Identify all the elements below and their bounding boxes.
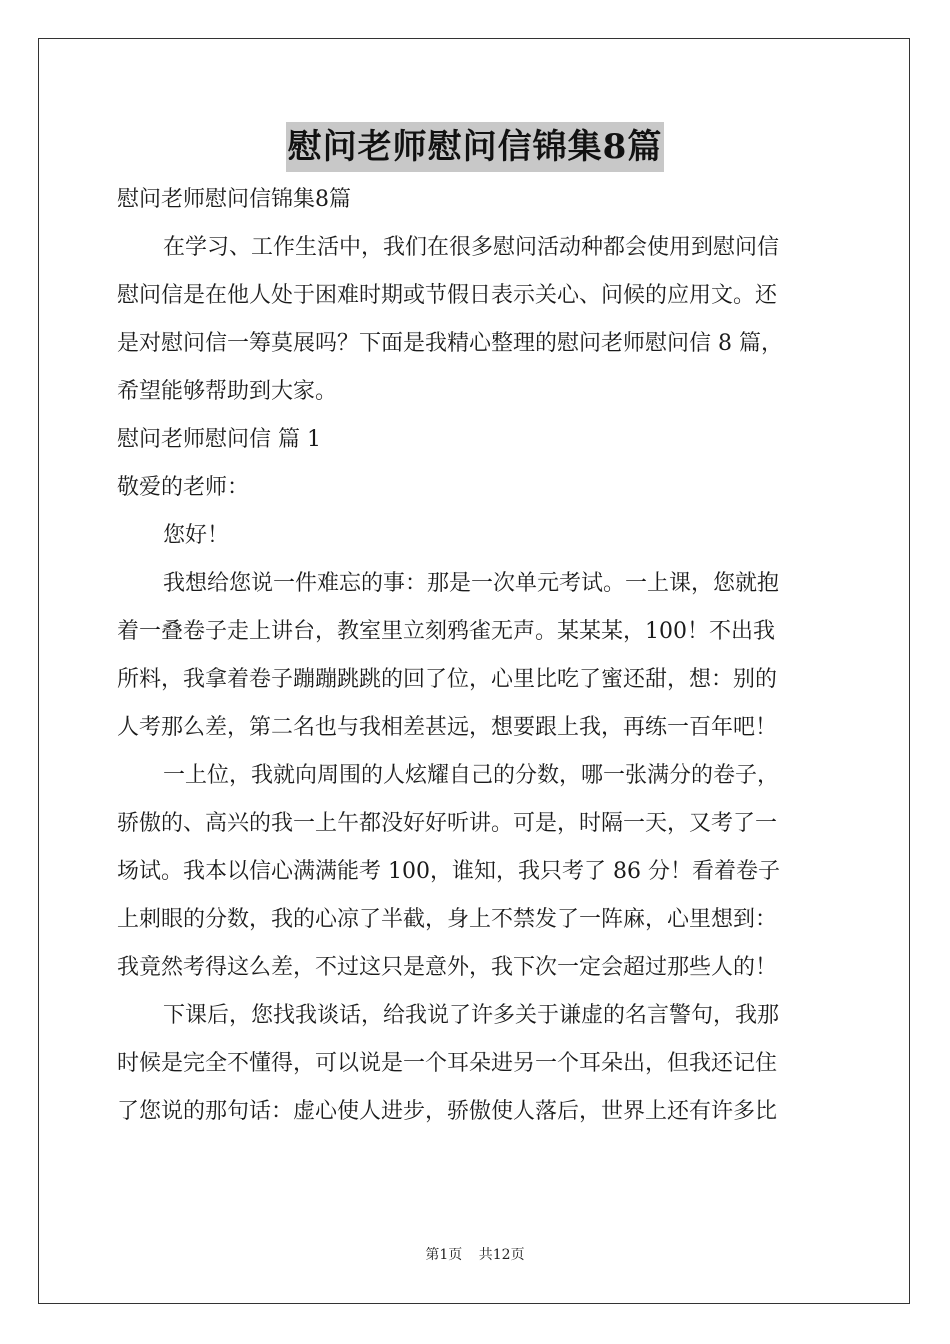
document-title: 慰问老师慰问信锦集8篇 xyxy=(286,122,665,172)
text-line: 场试。我本以信心满满能考 100，谁知，我只考了 86 分！看着卷子 xyxy=(117,859,780,884)
text-line: 时候是完全不懂得，可以说是一个耳朵进另一个耳朵出，但我还记住 xyxy=(117,1051,778,1076)
page-footer xyxy=(0,1244,950,1264)
text-line: 着一叠卷子走上讲台，教室里立刻鸦雀无声。某某某，100！不出我 xyxy=(117,619,775,644)
document-body xyxy=(117,176,833,1136)
text-line: 我竟然考得这么差，不过这只是意外，我下次一定会超过那些人的！ xyxy=(117,955,778,980)
text-line: 上刺眼的分数，我的心凉了半截，身上不禁发了一阵麻，心里想到： xyxy=(117,907,778,932)
text-line: 慰问信是在他人处于困难时期或节假日表示关心、问候的应用文。还 xyxy=(117,283,778,308)
text-line: 慰问老师慰问信 篇 1 xyxy=(117,427,321,452)
text-line: 敬爱的老师： xyxy=(117,475,250,500)
text-line: 一上位，我就向周围的人炫耀自己的分数，哪一张满分的卷子， xyxy=(163,763,780,788)
text-line: 在学习、工作生活中，我们在很多慰问活动种都会使用到慰问信 xyxy=(163,235,780,260)
text-line: 我想给您说一件难忘的事：那是一次单元考试。一上课，您就抱 xyxy=(163,571,780,596)
text-line: 人考那么差，第二名也与我相差甚远，想要跟上我，再练一百年吧！ xyxy=(117,715,778,740)
text-line: 希望能够帮助到大家。 xyxy=(117,379,338,404)
text-line: 下课后，您找我谈话，给我说了许多关于谦虚的名言警句，我那 xyxy=(163,1003,780,1028)
text-line: 是对慰问信一筹莫展吗？下面是我精心整理的慰问老师慰问信 8 篇， xyxy=(117,331,783,356)
text-line: 所料，我拿着卷子蹦蹦跳跳的回了位，心里比吃了蜜还甜，想：别的 xyxy=(117,667,778,692)
text-line: 您好！ xyxy=(163,523,230,548)
text-line: 慰问老师慰问信锦集8篇 xyxy=(117,187,351,212)
page-total: 共12页 xyxy=(478,1247,525,1263)
title-wrap xyxy=(0,122,950,172)
text-line: 了您说的那句话：虚心使人进步，骄傲使人落后，世界上还有许多比 xyxy=(117,1099,778,1124)
text-line: 骄傲的、高兴的我一上午都没好好听讲。可是，时隔一天，又考了一 xyxy=(117,811,778,836)
page-number: 第1页 xyxy=(425,1247,463,1263)
